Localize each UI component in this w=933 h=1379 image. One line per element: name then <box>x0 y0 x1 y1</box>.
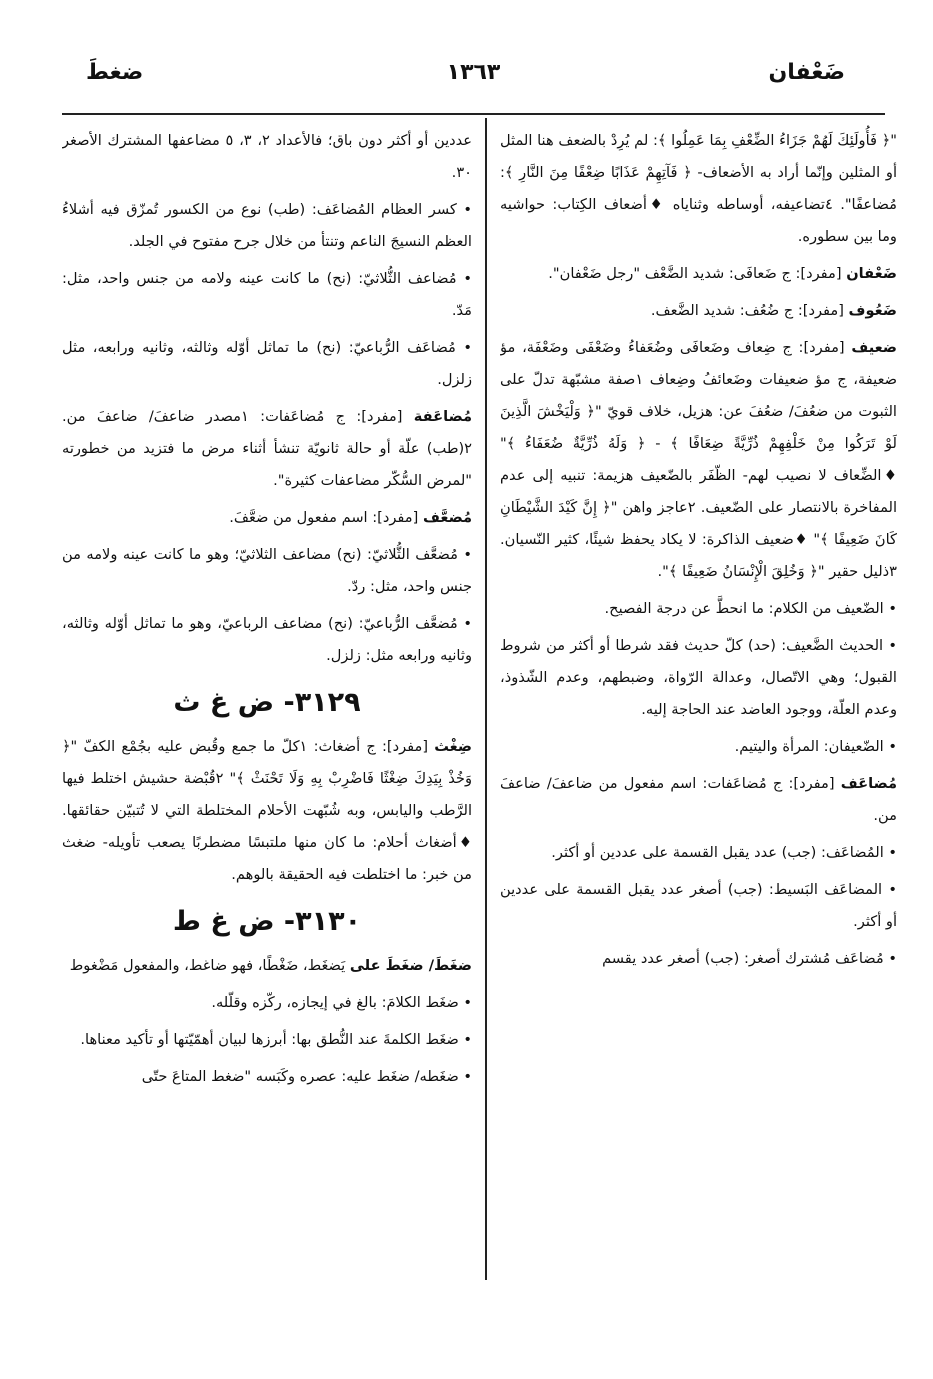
column-divider <box>485 118 487 1280</box>
entry-paragraph: • المُضاعَف: (جب) عدد يقبل القسمة على عددين أو أكثر. <box>551 844 897 861</box>
page-number: ١٣٦٣ <box>446 60 501 85</box>
dictionary-entry <box>62 502 472 534</box>
entry-paragraph: • مُضعَّف الرُّباعيّ: (نح) مضاعف الرباعيّ، وهو ما تماثل أوّله وثالثه، وثانيه ورابعه مثل: زلزل. <box>62 615 472 664</box>
right-column <box>500 125 897 1285</box>
entry-paragraph: • ضغَط الكلامَ: بالغ في إيجازه، ركّزه وقلّله. <box>211 994 472 1011</box>
header-left-guide-word: ضغطَ <box>86 60 144 85</box>
section-heading: ٣١٣٠- ض غ ط <box>172 906 362 937</box>
entry-definition: [مفرد]: ج ضَعافَى: شديد الضَّعْف "رجل ضَعْفان". <box>548 265 847 282</box>
entry-definition: [مفرد]: ج مُضاعَفات: ١مصدر ضاعفَ/ ضاعفَ من. ٢(طب) علّة أو حالة ثانويّة تنشأ أثناء مرض ما فتزيد من خطورته "لمرض السُّكّر مضاعفات كثيرة". <box>62 408 472 489</box>
entry-paragraph: • الضّعيف من الكلام: ما انحطَّ عن درجة الفصيح. <box>604 600 897 617</box>
dictionary-entry <box>500 768 897 832</box>
entry-headword: ضَعْفان <box>846 265 897 282</box>
entry-definition: [مفرد]: ج ضِعاف وضَعافَى وضُعَفاءُ وضَعْفَى وضَعْفَة، مؤ ضعيفة، ج مؤ ضعيفات وضَعائفُ وضِعاف ١صفة مشبّهة تدلّ على الثبوت من ضعُفَ/ ضعُفَ عن: هزيل، خلاف قويّ "﴿ وَلْيَخْشَ الَّذِينَ لَوْ تَرَكُوا مِنْ خَلْفِهِمْ ذُرِّيَّةً ضِعَافًا ﴾ - ﴿ وَلَهُ ذُرِّيَّةٌ ضُعَفَاءُ ﴾" ♦الضِّعاف لا نصيب لهم- الظّفَر بالضّعيف هزيمة: تنبيه إلى عدم المفاخرة بالانتصار على الضّعيف. ٢عاجز واهن "﴿ إِنَّ كَيْدَ الشَّيْطَانِ كَانَ ضَعِيفًا ﴾" ♦ضعيف الذاكرة: لا يكاد يحفظ شيئًا، كثير النّسيان. ٣ذليل حقير "﴿ وَخُلِقَ الْإِنْسَانُ ضَعِيفًا ﴾". <box>500 339 897 580</box>
page-header <box>62 52 885 112</box>
entry-paragraph: "﴿ فَأُولَئِكَ لَهُمْ جَزَاءُ الضِّعْفِ بِمَا عَمِلُوا ﴾: لم يُرِدْ بالضعف هنا المثل أو المثلين وإنّما أراد به الأضعاف- ﴿ فَآتِهِمْ عَذَابًا ضِعْفًا مِنَ النَّارِ ﴾: مُضاعفًا". ٤تضاعيفه، أوساطه وثناياه ♦أضعاف الكِتاب: حواشيه وما بين سطوره. <box>500 132 897 245</box>
entry-headword: ضغَطَ/ ضغَطَ على <box>349 957 472 974</box>
entry-headword: مُضاعَف <box>840 775 897 792</box>
entry-paragraph: • مُضاعَف الرُّباعيّ: (نح) ما تماثل أوّله وثالثه، وثانيه ورابعه، مثل زلزل. <box>62 339 472 388</box>
entry-paragraph: • مُضعَّف الثُّلاثيّ: (نح) مضاعف الثلاثيّ؛ وهو ما كانت عينه ولامه من جنس واحد، مثل: ردّ. <box>62 546 472 595</box>
entry-paragraph: • مُضاعَف مُشترك أصغر: (جب) أصغر عدد يقسم <box>602 950 897 967</box>
dictionary-entry <box>500 258 897 290</box>
entry-definition: يَضغَط، ضَغْطًا، فهو ضاغط، والمفعول مَضْغوط <box>69 957 350 974</box>
entry-paragraph: • كسر العظام المُضاعَف: (طب) نوع من الكسور تُمزّق فيه أشلاءُ العظم النسيجَ الناعم وتنتأ من خلال جرح مفتوح في الجلد. <box>62 201 472 250</box>
header-right-guide-word: ضَعْفان <box>768 60 845 85</box>
entry-paragraph: • ضغَط الكلمةَ عند النُّطق بها: أبرزها لبيان أهمّيّتها أو تأكيد معناها. <box>80 1031 472 1048</box>
entry-paragraph: عددين أو أكثر دون باق؛ فالأعداد ٢، ٣، ٥ مضاعفها المشترك الأصغر ٣٠. <box>62 132 472 181</box>
entry-paragraph: • مُضاعف الثُّلاثيّ: (نح) ما كانت عينه ولامه من جنس واحد، مثل: مَدّ. <box>62 270 472 319</box>
entry-definition: [مفرد]: ج أضغاث: ١كلّ ما جمع وقُبض عليه بجُمْع الكفّ "﴿ وَخُذْ بِيَدِكَ ضِغْثًا فَاضْرِبْ بِهِ وَلَا تَحْنَثْ ﴾" ٢قُبْضة حشيش اختلط فيها الرَّطب واليابس، وبه شُبّهت الأحلام المختلطة التي لا تُتبيّن حقائقها. ♦أضغاث أحلام: ما كان منها ملتبسًا مضطربًا يصعب تأويله- ضغث من خبر: ما اختلطت فيه الحقيقة بالوهم. <box>62 738 472 883</box>
entry-definition: [مفرد]: اسم مفعول من ضعَّفَ. <box>229 509 423 526</box>
dictionary-entry <box>62 731 472 891</box>
section-heading: ٣١٢٩- ض غ ث <box>173 687 361 718</box>
entry-paragraph: • المضاعَف البَسيط: (جب) أصغر عدد يقبل القسمة على عددين أو أكثر. <box>500 881 897 930</box>
entry-headword: ضَعُوف <box>848 302 897 319</box>
dictionary-entry <box>62 401 472 497</box>
dictionary-entry <box>62 950 472 982</box>
entry-paragraph: • ضغَطه/ ضغَط عليه: عصره وكَبَسه "ضغط المتاعَ حتّى <box>141 1068 472 1085</box>
left-column <box>62 125 472 1285</box>
entry-headword: مُضعَّف <box>422 509 472 526</box>
entry-headword: مُضاعَفة <box>413 408 472 425</box>
dictionary-entry <box>500 332 897 588</box>
dictionary-entry <box>500 295 897 327</box>
entry-headword: ضعيف <box>851 339 897 356</box>
entry-paragraph: • الحديث الضَّعيف: (حد) كلّ حديث فقد شرطا أو أكثر من شروط القبول؛ وهي الاتّصال، وعدالة الرّواة، وضبطهم، وعدم الشّذوذ، وعدم العلّة، ووجود العاضد عند الحاجة إليه. <box>500 637 897 718</box>
header-rule <box>62 113 885 115</box>
entry-definition: [مفرد]: ج ضُعُف: شديد الضَّعف. <box>650 302 849 319</box>
entry-definition: [مفرد]: ج مُضاعَفات: اسم مفعول من ضاعفَ/ ضاعفَ من. <box>500 775 897 824</box>
entry-paragraph: • الضّعيفان: المرأة واليتيم. <box>734 738 897 755</box>
entry-headword: ضِغْث <box>434 738 472 755</box>
